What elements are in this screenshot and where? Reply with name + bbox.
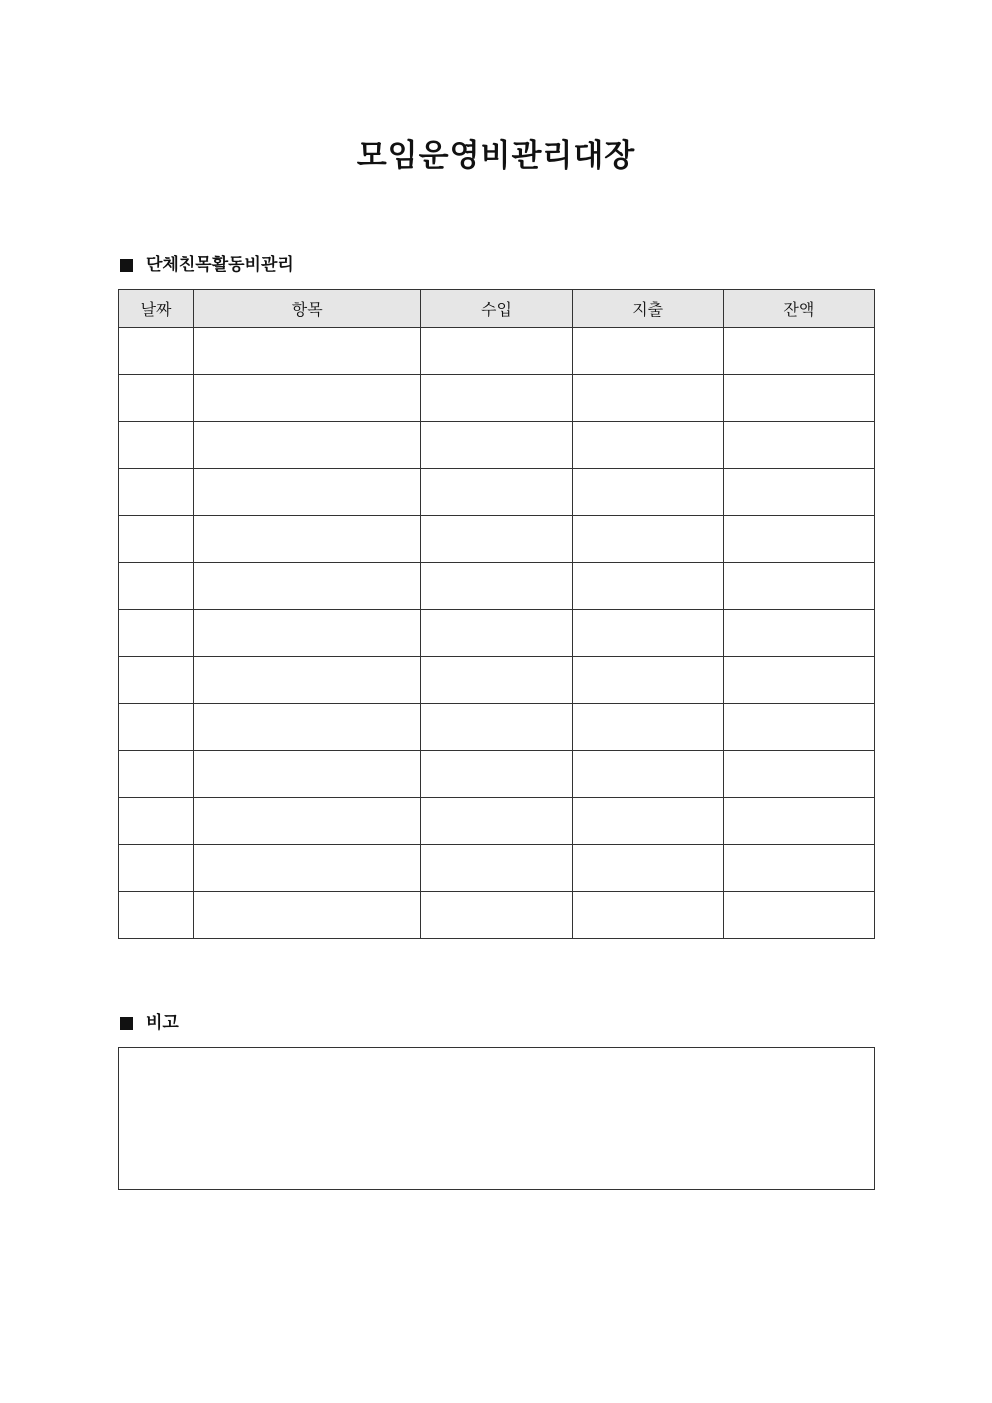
cell-date[interactable] bbox=[119, 328, 194, 375]
cell-balance[interactable] bbox=[723, 751, 874, 798]
cell-balance[interactable] bbox=[723, 422, 874, 469]
cell-expense[interactable] bbox=[572, 657, 723, 704]
remarks-box[interactable] bbox=[118, 1047, 875, 1190]
cell-item[interactable] bbox=[194, 751, 421, 798]
cell-expense[interactable] bbox=[572, 422, 723, 469]
table-row bbox=[119, 610, 875, 657]
cell-item[interactable] bbox=[194, 563, 421, 610]
table-row bbox=[119, 751, 875, 798]
page-title: 모임운영비관리대장 bbox=[356, 138, 636, 174]
cell-expense[interactable] bbox=[572, 328, 723, 375]
table-row bbox=[119, 798, 875, 845]
cell-date[interactable] bbox=[119, 375, 194, 422]
table-row bbox=[119, 375, 875, 422]
table-header-row bbox=[119, 290, 875, 328]
cell-expense[interactable] bbox=[572, 516, 723, 563]
cell-expense[interactable] bbox=[572, 892, 723, 939]
table-row bbox=[119, 516, 875, 563]
cell-item[interactable] bbox=[194, 610, 421, 657]
cell-income[interactable] bbox=[421, 751, 572, 798]
column-header-expense: 지출 bbox=[572, 290, 723, 328]
cell-expense[interactable] bbox=[572, 469, 723, 516]
remarks-section-title: 비고 bbox=[146, 1013, 179, 1033]
cell-balance[interactable] bbox=[723, 704, 874, 751]
cell-item[interactable] bbox=[194, 516, 421, 563]
cell-date[interactable] bbox=[119, 469, 194, 516]
cell-expense[interactable] bbox=[572, 798, 723, 845]
cell-item[interactable] bbox=[194, 375, 421, 422]
column-header-income: 수입 bbox=[421, 290, 572, 328]
cell-item[interactable] bbox=[194, 704, 421, 751]
activity-section-title: 단체친목활동비관리 bbox=[146, 255, 294, 275]
cell-expense[interactable] bbox=[572, 563, 723, 610]
cell-expense[interactable] bbox=[572, 751, 723, 798]
column-header-balance: 잔액 bbox=[723, 290, 874, 328]
table-row bbox=[119, 563, 875, 610]
cell-date[interactable] bbox=[119, 845, 194, 892]
cell-date[interactable] bbox=[119, 704, 194, 751]
cell-income[interactable] bbox=[421, 469, 572, 516]
cell-balance[interactable] bbox=[723, 328, 874, 375]
table-row bbox=[119, 657, 875, 704]
table-row bbox=[119, 845, 875, 892]
cell-date[interactable] bbox=[119, 422, 194, 469]
table-row bbox=[119, 469, 875, 516]
square-bullet-icon bbox=[120, 1017, 133, 1030]
cell-date[interactable] bbox=[119, 563, 194, 610]
cell-date[interactable] bbox=[119, 610, 194, 657]
cell-item[interactable] bbox=[194, 892, 421, 939]
cell-income[interactable] bbox=[421, 328, 572, 375]
cell-expense[interactable] bbox=[572, 375, 723, 422]
cell-item[interactable] bbox=[194, 845, 421, 892]
cell-item[interactable] bbox=[194, 657, 421, 704]
cell-income[interactable] bbox=[421, 657, 572, 704]
cell-date[interactable] bbox=[119, 657, 194, 704]
cell-item[interactable] bbox=[194, 798, 421, 845]
column-header-item: 항목 bbox=[194, 290, 421, 328]
cell-balance[interactable] bbox=[723, 892, 874, 939]
cell-date[interactable] bbox=[119, 798, 194, 845]
cell-expense[interactable] bbox=[572, 704, 723, 751]
remarks-section-heading bbox=[120, 1012, 179, 1034]
cell-income[interactable] bbox=[421, 422, 572, 469]
cell-balance[interactable] bbox=[723, 845, 874, 892]
cell-balance[interactable] bbox=[723, 798, 874, 845]
cell-income[interactable] bbox=[421, 516, 572, 563]
cell-date[interactable] bbox=[119, 892, 194, 939]
cell-item[interactable] bbox=[194, 469, 421, 516]
cell-balance[interactable] bbox=[723, 516, 874, 563]
cell-balance[interactable] bbox=[723, 657, 874, 704]
cell-income[interactable] bbox=[421, 610, 572, 657]
cell-income[interactable] bbox=[421, 563, 572, 610]
cell-item[interactable] bbox=[194, 422, 421, 469]
table-row bbox=[119, 892, 875, 939]
cell-balance[interactable] bbox=[723, 563, 874, 610]
cell-item[interactable] bbox=[194, 328, 421, 375]
column-header-date: 날짜 bbox=[119, 290, 194, 328]
cell-income[interactable] bbox=[421, 704, 572, 751]
table-row bbox=[119, 422, 875, 469]
table-row bbox=[119, 704, 875, 751]
activity-section-heading bbox=[120, 254, 294, 276]
ledger-body bbox=[119, 328, 875, 939]
square-bullet-icon bbox=[120, 259, 133, 272]
cell-date[interactable] bbox=[119, 516, 194, 563]
cell-income[interactable] bbox=[421, 375, 572, 422]
cell-expense[interactable] bbox=[572, 610, 723, 657]
table-row bbox=[119, 328, 875, 375]
cell-balance[interactable] bbox=[723, 375, 874, 422]
cell-expense[interactable] bbox=[572, 845, 723, 892]
cell-balance[interactable] bbox=[723, 469, 874, 516]
cell-income[interactable] bbox=[421, 845, 572, 892]
cell-income[interactable] bbox=[421, 892, 572, 939]
cell-date[interactable] bbox=[119, 751, 194, 798]
activity-ledger-table bbox=[118, 289, 875, 939]
cell-balance[interactable] bbox=[723, 610, 874, 657]
cell-income[interactable] bbox=[421, 798, 572, 845]
